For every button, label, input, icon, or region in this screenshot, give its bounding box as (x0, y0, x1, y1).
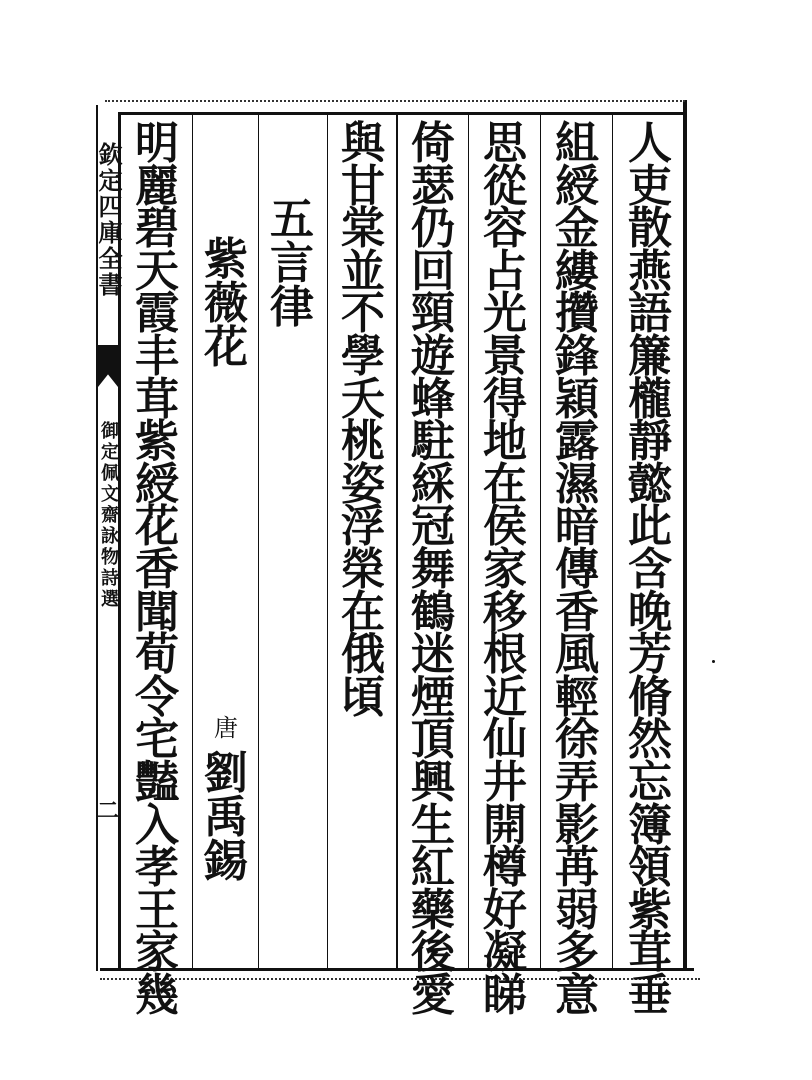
column-character: 輕 (555, 671, 599, 723)
column-divider (612, 114, 613, 969)
column-character: 侯 (483, 501, 527, 553)
column-character: 綵 (411, 458, 455, 510)
stray-dot (712, 660, 715, 663)
column-character: 倚 (411, 118, 455, 169)
bottom-dotted-line (100, 978, 700, 980)
column-character: 甘 (341, 160, 385, 212)
column-character: 聞 (135, 586, 179, 638)
margin-library-title (94, 120, 123, 320)
frame-right-border (683, 100, 687, 970)
column-character: 濕 (555, 458, 599, 510)
column-character: 學 (341, 330, 385, 382)
column-character: 在 (483, 458, 527, 510)
text-column-4 (403, 118, 463, 1021)
column-character: 麗 (135, 160, 179, 212)
column-character: 人 (628, 118, 672, 169)
column-character: 宅 (135, 714, 179, 766)
column-character: 迷 (411, 629, 455, 681)
column-character: 仍 (411, 203, 455, 255)
column-character: 在 (341, 586, 385, 638)
title-character: 花 (204, 322, 248, 373)
column-character: 樽 (483, 842, 527, 894)
heading-character: 言 (270, 238, 314, 289)
column-character: 此 (628, 501, 672, 553)
column-character: 與 (341, 118, 385, 169)
column-character: 紫 (628, 884, 672, 936)
column-character: 仙 (483, 714, 527, 766)
section-heading-column (262, 194, 322, 333)
column-character: 荀 (135, 629, 179, 681)
column-character: 脩 (628, 671, 672, 723)
column-divider (258, 114, 259, 969)
author-character: 錫 (204, 836, 248, 887)
column-character: 花 (135, 501, 179, 553)
column-character: 鶴 (411, 586, 455, 638)
column-character: 綬 (555, 160, 599, 212)
column-character: 茸 (628, 927, 672, 979)
column-character: 碧 (135, 203, 179, 255)
column-character: 移 (483, 586, 527, 638)
margin-book-title-text: 御定佩文齋詠物詩選 (98, 420, 119, 610)
column-character: 茸 (135, 373, 179, 425)
title-character: 薇 (204, 278, 248, 329)
poem-author (196, 748, 256, 887)
column-character: 頸 (411, 288, 455, 340)
column-character: 金 (555, 203, 599, 255)
column-character: 得 (483, 373, 527, 425)
column-character: 駐 (411, 416, 455, 468)
column-character: 家 (483, 543, 527, 595)
column-character: 紫 (135, 416, 179, 468)
column-character: 近 (483, 671, 527, 723)
column-character: 容 (483, 203, 527, 255)
column-character: 簿 (628, 799, 672, 851)
column-character: 弄 (555, 756, 599, 808)
column-character: 忘 (628, 756, 672, 808)
column-divider (192, 114, 193, 969)
column-character: 垂 (628, 969, 672, 1021)
column-divider (327, 114, 328, 969)
column-character: 根 (483, 629, 527, 681)
column-character: 桃 (341, 416, 385, 468)
column-character: 然 (628, 714, 672, 766)
column-character: 開 (483, 799, 527, 851)
column-character: 遊 (411, 330, 455, 382)
column-character: 冠 (411, 501, 455, 553)
column-character: 不 (341, 288, 385, 340)
column-character: 孝 (135, 842, 179, 894)
column-character: 簾 (628, 330, 672, 382)
column-character: 霞 (135, 288, 179, 340)
text-column-2 (547, 118, 607, 1021)
column-character: 懿 (628, 458, 672, 510)
column-character: 組 (555, 118, 599, 169)
column-character: 井 (483, 756, 527, 808)
column-character: 燕 (628, 245, 672, 297)
column-character: 傳 (555, 543, 599, 595)
column-character: 鋒 (555, 330, 599, 382)
column-character: 意 (555, 969, 599, 1021)
column-character: 入 (135, 799, 179, 851)
column-character: 多 (555, 927, 599, 979)
column-character: 生 (411, 799, 455, 851)
column-character: 藥 (411, 884, 455, 936)
column-character: 靜 (628, 416, 672, 468)
dynasty-text: 唐 (214, 714, 238, 742)
column-character: 愛 (411, 969, 455, 1021)
margin-page-number-text: 二 (96, 798, 119, 824)
column-character: 光 (483, 288, 527, 340)
column-character: 好 (483, 884, 527, 936)
column-character: 瑟 (411, 160, 455, 212)
column-character: 地 (483, 416, 527, 468)
margin-library-title-text: 欽定四庫全書 (94, 142, 123, 298)
column-character: 香 (135, 543, 179, 595)
column-character: 散 (628, 203, 672, 255)
column-character: 蜂 (411, 373, 455, 425)
margin-page-number (96, 800, 120, 822)
text-column-8 (127, 118, 187, 1021)
column-character: 露 (555, 416, 599, 468)
column-character: 睇 (483, 969, 527, 1021)
column-character: 姿 (341, 458, 385, 510)
text-column-5 (333, 118, 393, 723)
title-character: 紫 (204, 234, 248, 285)
column-character: 紅 (411, 842, 455, 894)
heading-character: 律 (270, 282, 314, 333)
column-character: 綬 (135, 458, 179, 510)
column-character: 風 (555, 629, 599, 681)
column-character: 芳 (628, 629, 672, 681)
poem-dynasty (211, 716, 241, 740)
column-character: 思 (483, 118, 527, 169)
column-character: 家 (135, 927, 179, 979)
column-character: 棠 (341, 203, 385, 255)
column-character: 縷 (555, 245, 599, 297)
column-character: 回 (411, 245, 455, 297)
column-character: 晚 (628, 586, 672, 638)
column-character: 頂 (411, 714, 455, 766)
column-character: 香 (555, 586, 599, 638)
column-character: 吏 (628, 160, 672, 212)
column-character: 興 (411, 756, 455, 808)
column-character: 弱 (555, 884, 599, 936)
column-divider (540, 114, 541, 969)
column-character: 豔 (135, 756, 179, 808)
column-character: 幾 (135, 969, 179, 1021)
column-character: 穎 (555, 373, 599, 425)
top-dotted-line (105, 100, 685, 102)
column-character: 令 (135, 671, 179, 723)
column-character: 後 (411, 927, 455, 979)
column-character: 煙 (411, 671, 455, 723)
column-character: 徐 (555, 714, 599, 766)
poem-title (196, 234, 256, 373)
column-character: 榮 (341, 543, 385, 595)
author-character: 劉 (204, 748, 248, 799)
column-character: 含 (628, 543, 672, 595)
column-divider (396, 114, 398, 969)
column-character: 王 (135, 884, 179, 936)
column-divider (468, 114, 469, 969)
margin-book-title (96, 400, 120, 630)
column-character: 頃 (341, 671, 385, 723)
column-character: 凝 (483, 927, 527, 979)
column-character: 影 (555, 799, 599, 851)
column-character: 語 (628, 288, 672, 340)
column-character: 俄 (341, 629, 385, 681)
column-character: 暗 (555, 501, 599, 553)
column-character: 舞 (411, 543, 455, 595)
author-character: 禹 (204, 792, 248, 843)
column-character: 浮 (341, 501, 385, 553)
column-character: 占 (483, 245, 527, 297)
text-column-1 (620, 118, 680, 1021)
column-character: 夭 (341, 373, 385, 425)
column-character: 明 (135, 118, 179, 169)
column-character: 苒 (555, 842, 599, 894)
heading-character: 五 (270, 194, 314, 245)
column-character: 丰 (135, 330, 179, 382)
column-character: 櫳 (628, 373, 672, 425)
text-column-3 (475, 118, 535, 1021)
margin-fishtail-mark (98, 345, 118, 387)
column-character: 天 (135, 245, 179, 297)
column-character: 攢 (555, 288, 599, 340)
column-character: 從 (483, 160, 527, 212)
column-character: 領 (628, 842, 672, 894)
column-character: 並 (341, 245, 385, 297)
column-character: 景 (483, 330, 527, 382)
frame-top-border (120, 112, 686, 115)
